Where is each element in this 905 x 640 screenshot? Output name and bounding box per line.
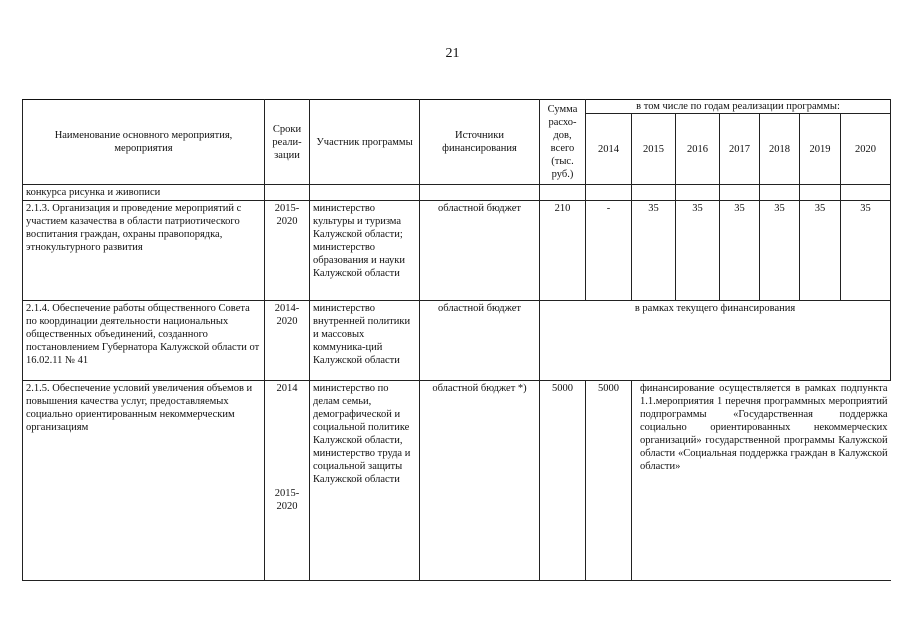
row-period (265, 381, 310, 581)
table-row (23, 201, 891, 301)
row-year-2018: 35 (760, 201, 800, 301)
row-note: в рамках текущего финансирования (540, 301, 891, 381)
header-year-2016: 2016 (676, 114, 720, 185)
header-year-2015: 2015 (632, 114, 676, 185)
header-participant: Участник программы (310, 100, 420, 185)
row-year-2019: 35 (800, 201, 841, 301)
table-row (23, 301, 891, 381)
row-note: финансирование осуществляется в рамках подпункта 1.1.мероприятия 1 перечня программных мероприятий подпрограммы «Государственная поддержка социально ориентированных некоммерческих организаций» государственной программы Калужской области «Социальная поддержка граждан в Калужской области» (632, 381, 891, 581)
row-sources: областной бюджет (420, 201, 540, 301)
row-participant: министерство внутренней политики и массовых коммуника-ций Калужской области (310, 301, 420, 381)
row-name: 2.1.5. Обеспечение условий увеличения объемов и повышения качества услуг, предоставляемых социально ориентированным некоммерческим организациям (23, 381, 265, 581)
header-year-2019: 2019 (800, 114, 841, 185)
header-total: Сумма расхо-дов, всего (тыс. руб.) (540, 100, 586, 185)
row-year-2014: - (586, 201, 632, 301)
program-table (22, 99, 891, 581)
row-total: 210 (540, 201, 586, 301)
row-name: 2.1.4. Обеспечение работы общественного Совета по координации деятельности национальных общественных объединений, созданного постановлением Губернатора Калужской области от 16.02.11 № 41 (23, 301, 265, 381)
header-sources: Источники финансирования (420, 100, 540, 185)
row-sources: областной бюджет *) (420, 381, 540, 581)
row-period-a: 2014 (276, 383, 298, 394)
row-year-2014: 5000 (586, 381, 632, 581)
row-year-2016: 35 (676, 201, 720, 301)
row-year-2015: 35 (632, 201, 676, 301)
row-year-2020: 35 (841, 201, 891, 301)
header-period: Сроки реали-зации (265, 100, 310, 185)
row-total: 5000 (540, 381, 586, 581)
row-name: конкурса рисунка и живописи (23, 185, 265, 201)
table-row (23, 185, 891, 201)
header-years-group: в том числе по годам реализации программы: (586, 100, 891, 114)
header-year-2020: 2020 (841, 114, 891, 185)
row-participant: министерство культуры и туризма Калужской области; министерство образования и науки Калужской области (310, 201, 420, 301)
row-period: 2014-2020 (265, 301, 310, 381)
row-year-2017: 35 (720, 201, 760, 301)
row-period-b: 2015-2020 (274, 488, 300, 512)
header-year-2017: 2017 (720, 114, 760, 185)
page-number: 21 (445, 46, 460, 61)
header-name: Наименование основного мероприятия, мероприятия (23, 100, 265, 185)
row-name: 2.1.3. Организация и проведение мероприятий с участием казачества в области патриотического воспитания граждан, охраны правопорядка, этнокультурного развития (23, 201, 265, 301)
row-period: 2015-2020 (265, 201, 310, 301)
row-sources: областной бюджет (420, 301, 540, 381)
row-participant: министерство по делам семьи, демографической и социальной политике Калужской области, министерство труда и социальной защиты Калужской области (310, 381, 420, 581)
header-year-2018: 2018 (760, 114, 800, 185)
table-row (23, 381, 891, 581)
header-year-2014: 2014 (586, 114, 632, 185)
